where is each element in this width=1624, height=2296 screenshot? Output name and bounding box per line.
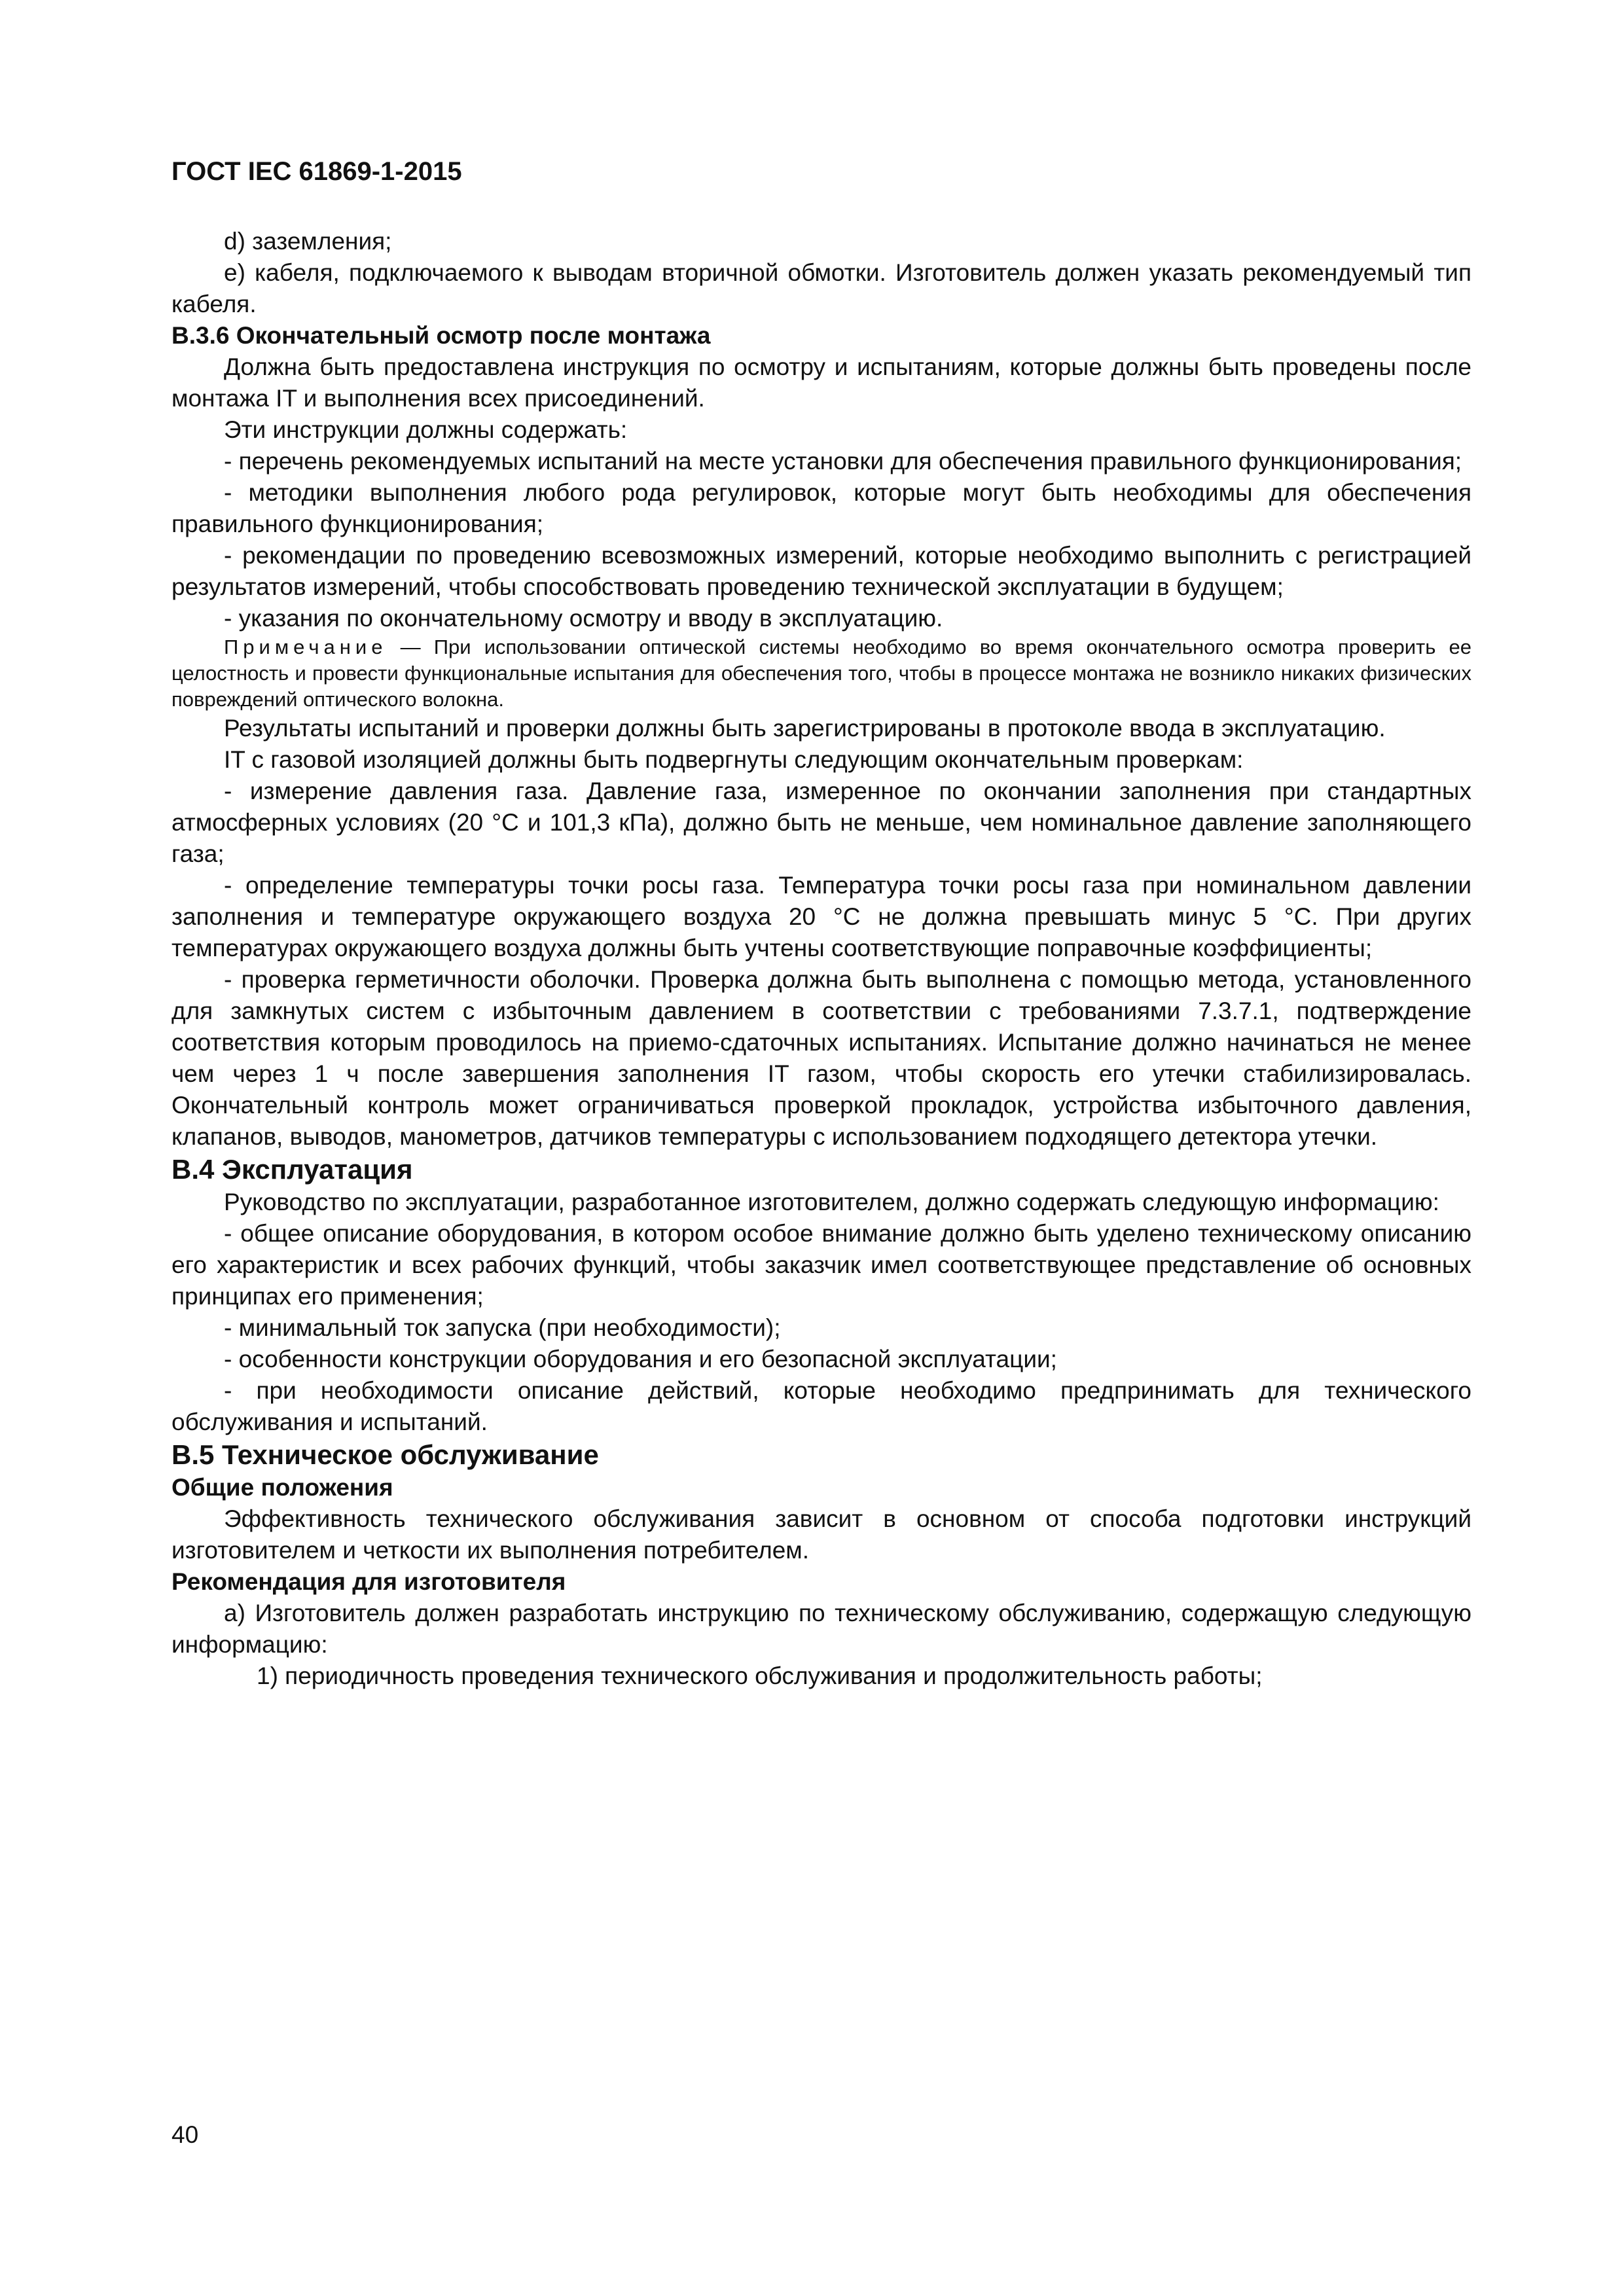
list-item: d) заземления; [224, 228, 392, 255]
list-item: - перечень рекомендуемых испытаний на месте установки для обеспечения правильного функционирования; [224, 448, 1462, 475]
document-header: ГОСТ IEC 61869-1-2015 [171, 157, 462, 186]
list-item: - общее описание оборудования, в котором особое внимание должно быть уделено техническому описанию его характеристик и всех рабочих функций, чтобы заказчик имел соответствующее представление об основных принципах его применения; [171, 1220, 1471, 1310]
list-item: - определение температуры точки росы газа. Температура точки росы газа при номинальном давлении заполнения и температуре окружающего воздуха 20 °С не должна превышать минус 5 °С. При других температурах окружающего воздуха должны быть учтены соответствующие поправочные коэффициенты; [171, 872, 1471, 961]
list-item: a) Изготовитель должен разработать инструкцию по техническому обслуживанию, содержащую следующую информацию: [171, 1600, 1471, 1658]
paragraph: Результаты испытаний и проверки должны быть зарегистрированы в протоколе ввода в эксплуатацию. [224, 715, 1386, 742]
body-text [171, 226, 1471, 1692]
list-item: - рекомендации по проведению всевозможных измерений, которые необходимо выполнить с регистрацией результатов измерений, чтобы способствовать проведению технической эксплуатации в будущем; [171, 542, 1471, 600]
paragraph: Эти инструкции должны содержать: [224, 416, 628, 443]
page-number: 40 [171, 2121, 199, 2148]
list-item: e) кабеля, подключаемого к выводам вторичной обмотки. Изготовитель должен указать рекомендуемый тип кабеля. [171, 259, 1471, 317]
section-heading-b36: B.3.6 Окончательный осмотр после монтажа [171, 322, 711, 349]
list-item: - проверка герметичности оболочки. Проверка должна быть выполнена с помощью метода, установленного для замкнутых систем с избыточным давлением в соответствии с требованиями 7.3.7.1, подтверждение соответствия которым проводилось на приемо-сдаточных испытаниях. Испытание должно начинаться не менее чем через 1 ч после завершения заполнения IT газом, чтобы скорость его утечки стабилизировалась. Окончательный контроль может ограничиваться проверкой прокладок, устройства избыточного давления, клапанов, выводов, манометров, датчиков температуры с использованием подходящего детектора утечки. [171, 966, 1471, 1150]
list-item: - особенности конструкции оборудования и его безопасной эксплуатации; [224, 1346, 1057, 1372]
paragraph: Эффективность технического обслуживания зависит в основном от способа подготовки инструкций изготовителем и четкости их выполнения потребителем. [171, 1505, 1471, 1564]
paragraph: Должна быть предоставлена инструкция по осмотру и испытаниям, которые должны быть проведены после монтажа IT и выполнения всех присоединений. [171, 353, 1471, 412]
section-heading-b5: B.5 Техническое обслуживание [171, 1439, 599, 1470]
list-item: - минимальный ток запуска (при необходимости); [224, 1314, 781, 1341]
list-item: - указания по окончательному осмотру и вводу в эксплуатацию. [224, 605, 943, 632]
subheading-recommendation: Рекомендация для изготовителя [171, 1568, 566, 1595]
subheading-general: Общие положения [171, 1474, 393, 1501]
paragraph: Руководство по эксплуатации, разработанное изготовителем, должно содержать следующую информацию: [224, 1189, 1439, 1215]
note [171, 634, 1471, 713]
list-item: - при необходимости описание действий, которые необходимо предпринимать для технического обслуживания и испытаний. [171, 1377, 1471, 1435]
note-text: — При использовании оптической системы необходимо во время окончательного осмотра проверить ее целостность и провести функциональные испытания для обеспечения того, чтобы в процессе монтажа не возникло никаких физических повреждений оптического волокна. [171, 636, 1471, 711]
list-item: - измерение давления газа. Давление газа, измеренное по окончании заполнения при стандартных атмосферных условиях (20 °С и 101,3 кПа), должно быть не меньше, чем номинальное давление заполняющего газа; [171, 778, 1471, 867]
note-label: Примечание [224, 636, 388, 658]
list-item: 1) периодичность проведения технического обслуживания и продолжительность работы; [257, 1662, 1263, 1689]
section-heading-b4: B.4 Эксплуатация [171, 1154, 413, 1185]
list-item: - методики выполнения любого рода регулировок, которые могут быть необходимы для обеспечения правильного функционирования; [171, 479, 1471, 537]
paragraph: IT с газовой изоляцией должны быть подвергнуты следующим окончательным проверкам: [224, 746, 1244, 773]
